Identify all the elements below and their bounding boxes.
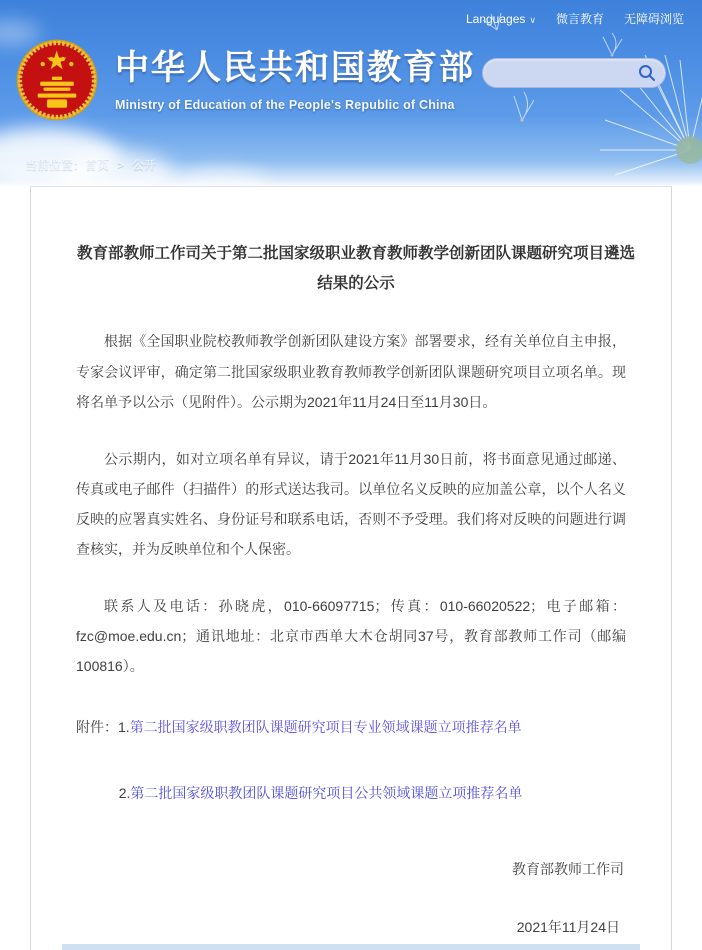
breadcrumb-current-link[interactable]: 公开 — [132, 158, 157, 172]
site-subtitle: Ministry of Education of the People's Republic of China — [115, 98, 455, 112]
languages-label: Languages — [465, 11, 526, 26]
footer-strip — [62, 944, 640, 950]
site-title: 中华人民共和国教育部 — [115, 49, 475, 87]
search-input[interactable] — [497, 66, 637, 81]
attachments — [76, 713, 626, 808]
breadcrumb-separator: > — [117, 158, 125, 172]
paragraph-3-contact: 联系人及电话：孙晓虎，010-66097715；传真：010-66020522；电子邮箱：fzc@moe.edu.cn；通讯地址：北京市西单大木仓胡同37号，教育部教师工作司（邮编100816）。 — [76, 598, 626, 675]
national-emblem — [15, 38, 99, 122]
topbar-link-accessibility[interactable]: 无障碍浏览 — [623, 12, 684, 26]
breadcrumb — [25, 156, 156, 173]
cloud-decoration — [175, 168, 265, 186]
attachments-label: 附件： — [76, 719, 118, 736]
site-header — [0, 0, 702, 186]
search-icon[interactable] — [637, 63, 657, 83]
brand-text — [115, 38, 475, 112]
search-box[interactable] — [482, 58, 666, 88]
document-date: 2021年11月24日 — [516, 919, 620, 936]
paragraph-1: 根据《全国职业院校教师教学创新团队建设方案》部署要求，经有关单位自主申报，专家会议评审，确定第二批国家级职业教育教师教学创新团队课题研究项目立项名单。现将名单予以公示（见附件）。公示期为2021年11月24日至11月30日。 — [76, 333, 626, 410]
attachment-2-number: 2. — [118, 784, 131, 801]
signature: 教育部教师工作司 — [512, 861, 624, 878]
attachment-1-number: 1. — [118, 719, 130, 736]
document-title: 教育部教师工作司关于第二批国家级职业教育教师教学创新团队课题研究项目遴选结果的公示 — [76, 245, 635, 293]
breadcrumb-home-link[interactable]: 首页 — [85, 158, 110, 172]
attachment-row-1 — [76, 713, 626, 742]
attachment-row-2 — [119, 779, 626, 808]
dandelion-decoration — [462, 0, 702, 186]
breadcrumb-prefix: 当前位置： — [25, 158, 86, 172]
brand — [15, 38, 475, 122]
paragraph-2: 公示期内，如对立项名单有异议，请于2021年11月30日前，将书面意见通过邮递、传真或电子邮件（扫描件）的形式送达我司。以单位名义反映的应加盖公章，以个人名义反映的应署真实姓名、身份证号和联系电话，否则不予受理。我们将对反映的问题进行调查核实，并为反映单位和个人保密。 — [76, 450, 626, 557]
attachment-link-1[interactable]: 第二批国家级职教团队课题研究项目专业领域课题立项推荐名单 — [129, 719, 522, 736]
content-panel — [30, 186, 672, 950]
languages-menu[interactable] — [466, 12, 536, 26]
chevron-down-icon: ∨ — [529, 14, 536, 25]
topbar — [466, 10, 684, 27]
topbar-link-weiyan-education[interactable]: 微言教育 — [555, 12, 604, 26]
attachment-link-2[interactable]: 第二批国家级职教团队课题研究项目公共领域课题立项推荐名单 — [130, 784, 523, 801]
